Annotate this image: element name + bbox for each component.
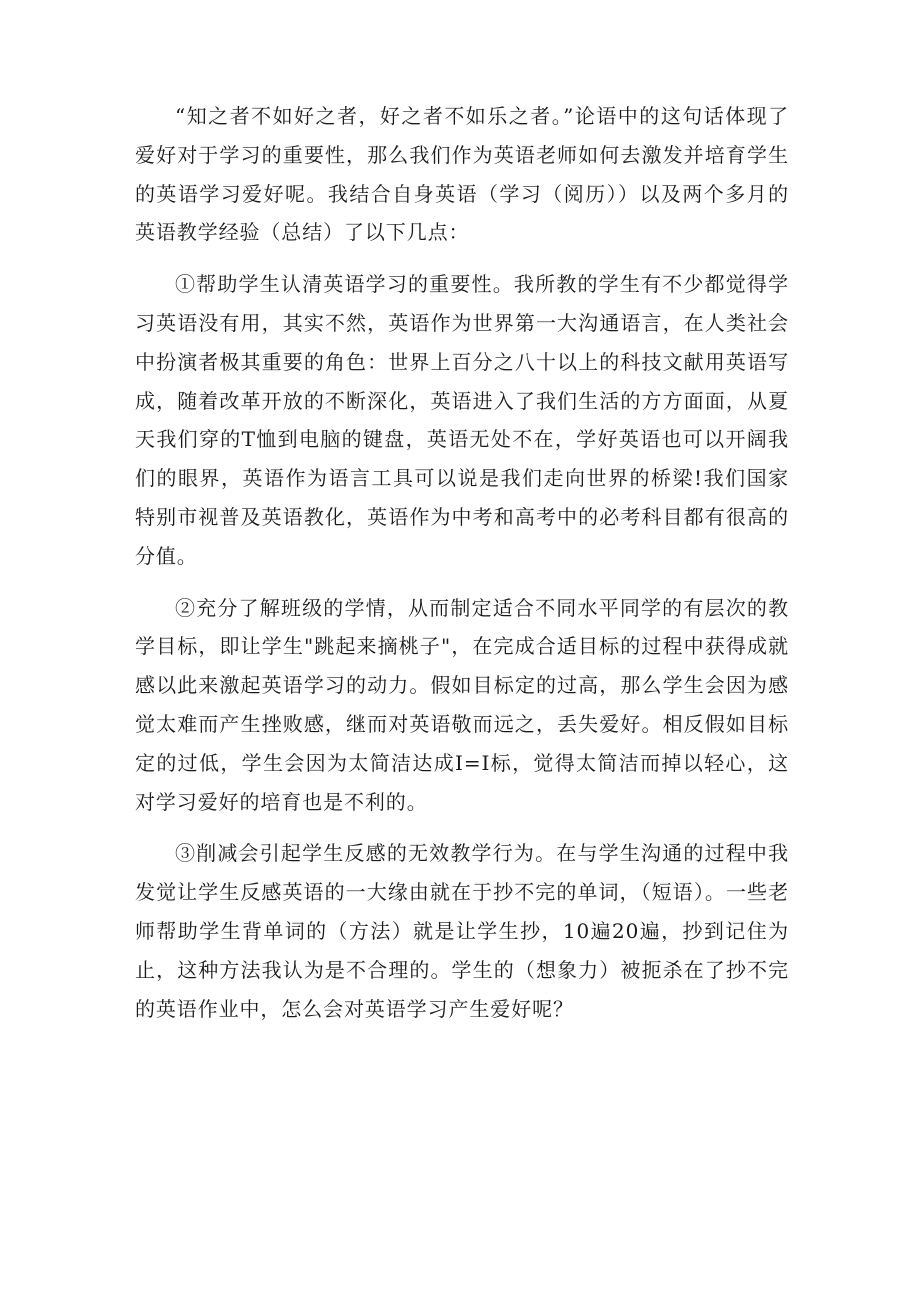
document-body: [135, 97, 789, 1041]
paragraph-point-3: ③削减会引起学生反感的无效教学行为。在与学生沟通的过程中我发觉让学生反感英语的一大缘由就在于抄不完的单词，（短语）。一些老师帮助学生背单词的（方法）就是让学生抄，10遍20遍，抄到记住为止，这种方法我认为是不合理的。学生的（想象力）被扼杀在了抄不完的英语作业中，怎么会对英语学习产生爱好呢？: [135, 841, 789, 1021]
paragraph-point-2: ②充分了解班级的学情，从而制定适合不同水平同学的有层次的教学目标，即让学生"跳起来摘桃子"，在完成合适目标的过程中获得成就感以此来激起英语学习的动力。假如目标定的过高，那么学生会因为感觉太难而产生挫败感，继而对英语敬而远之，丢失爱好。相反假如目标定的过低，学生会因为太简洁达成I=I标，觉得太简洁而掉以轻心，这对学习爱好的培育也是不利的。: [135, 595, 789, 814]
paragraph-intro: “知之者不如好之者，好之者不如乐之者。”论语中的这句话体现了爱好对于学习的重要性，那么我们作为英语老师如何去激发并培育学生的英语学习爱好呢。我结合自身英语（学习（阅历））以及两个多月的英语教学经验（总结）了以下几点：: [135, 104, 789, 245]
paragraph-point-1: ①帮助学生认清英语学习的重要性。我所教的学生有不少都觉得学习英语没有用，其实不然，英语作为世界第一大沟通语言，在人类社会中扮演者极其重要的角色：世界上百分之八十以上的科技文献用英语写成，随着改革开放的不断深化，英语进入了我们生活的方方面面，从夏天我们穿的T恤到电脑的键盘，英语无处不在，学好英语也可以开阔我们的眼界，英语作为语言工具可以说是我们走向世界的桥梁!我们国家特别市视普及英语教化，英语作为中考和高考中的必考科目都有很高的分值。: [135, 272, 789, 568]
